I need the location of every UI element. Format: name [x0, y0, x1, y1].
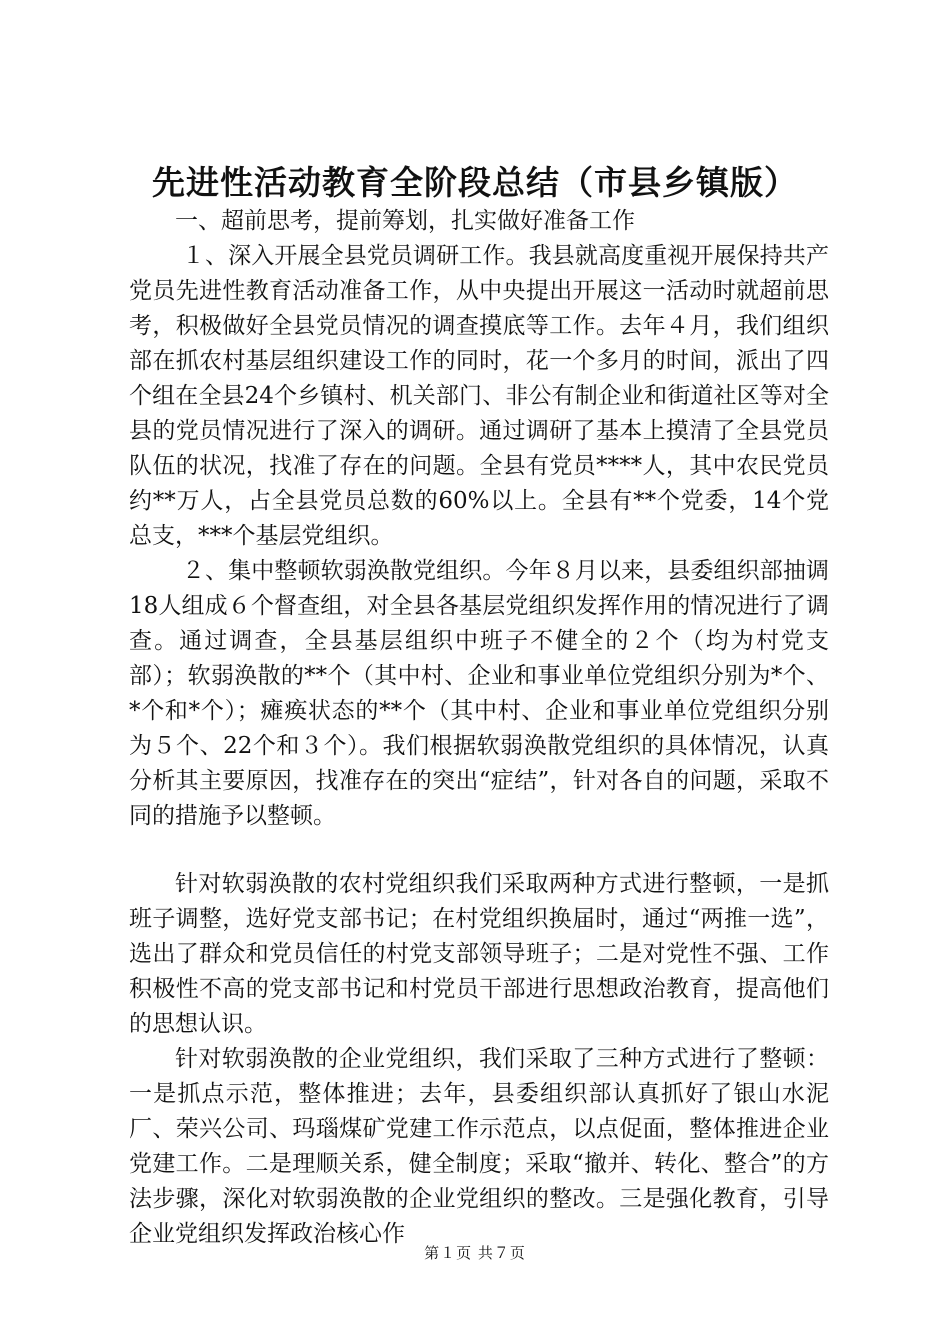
body-paragraph: 针对软弱涣散的农村党组织我们采取两种方式进行整顿，一是抓班子调整，选好党支部书记；在村党组织换届时，通过“两推一选”，选出了群众和党员信任的村党支部领导班子；二是对党性不强、工作积极性不高的党支部书记和村党员干部进行思想政治教育，提高他们的思想认识。	[129, 871, 829, 1037]
body-paragraph: 针对软弱涣散的企业党组织，我们采取了三种方式进行了整顿：一是抓点示范，整体推进；去年，县委组织部认真抓好了银山水泥厂、荣兴公司、玛瑙煤矿党建工作示范点，以点促面，整体推进企业党建工作。二是理顺关系，健全制度；采取“撤并、转化、整合”的方法步骤，深化对软弱涣散的企业党组织的整改。三是强化教育，引导企业党组织发挥政治核心作	[129, 1046, 829, 1247]
body-paragraph: ２、集中整顿软弱涣散党组织。今年８月以来，县委组织部抽调18人组成６个督查组，对全县各基层党组织发挥作用的情况进行了调查。通过调查，全县基层组织中班子不健全的２个（均为村党支部）；软弱涣散的**个（其中村、企业和事业单位党组织分别为*个、*个和*个）；瘫痪状态的**个（其中村、企业和事业单位党组织分别为５个、22个和３个）。我们根据软弱涣散党组织的具体情况，认真分析其主要原因，找准存在的突出“症结”，针对各自的问题，采取不同的措施予以整顿。	[129, 558, 829, 829]
page-footer: 第１页 共７页	[424, 1244, 526, 1262]
body-paragraph: １、深入开展全县党员调研工作。我县就高度重视开展保持共产党员先进性教育活动准备工作，从中央提出开展这一活动时就超前思考，积极做好全县党员情况的调查摸底等工作。去年４月，我们组织部在抓农村基层组织建设工作的同时，花一个多月的时间，派出了四个组在全县24个乡镇村、机关部门、非公有制企业和街道社区等对全县的党员情况进行了深入的调研。通过调研了基本上摸清了全县党员队伍的状况，找准了存在的问题。全县有党员****人，其中农民党员约**万人，占全县党员总数的60%以上。全县有**个党委，14个党总支，***个基层党组织。	[129, 243, 829, 549]
section-heading: 一、超前思考，提前筹划，扎实做好准备工作	[175, 208, 635, 234]
document-body	[129, 204, 829, 1252]
document-title: 先进性活动教育全阶段总结（市县乡镇版）	[152, 163, 798, 202]
